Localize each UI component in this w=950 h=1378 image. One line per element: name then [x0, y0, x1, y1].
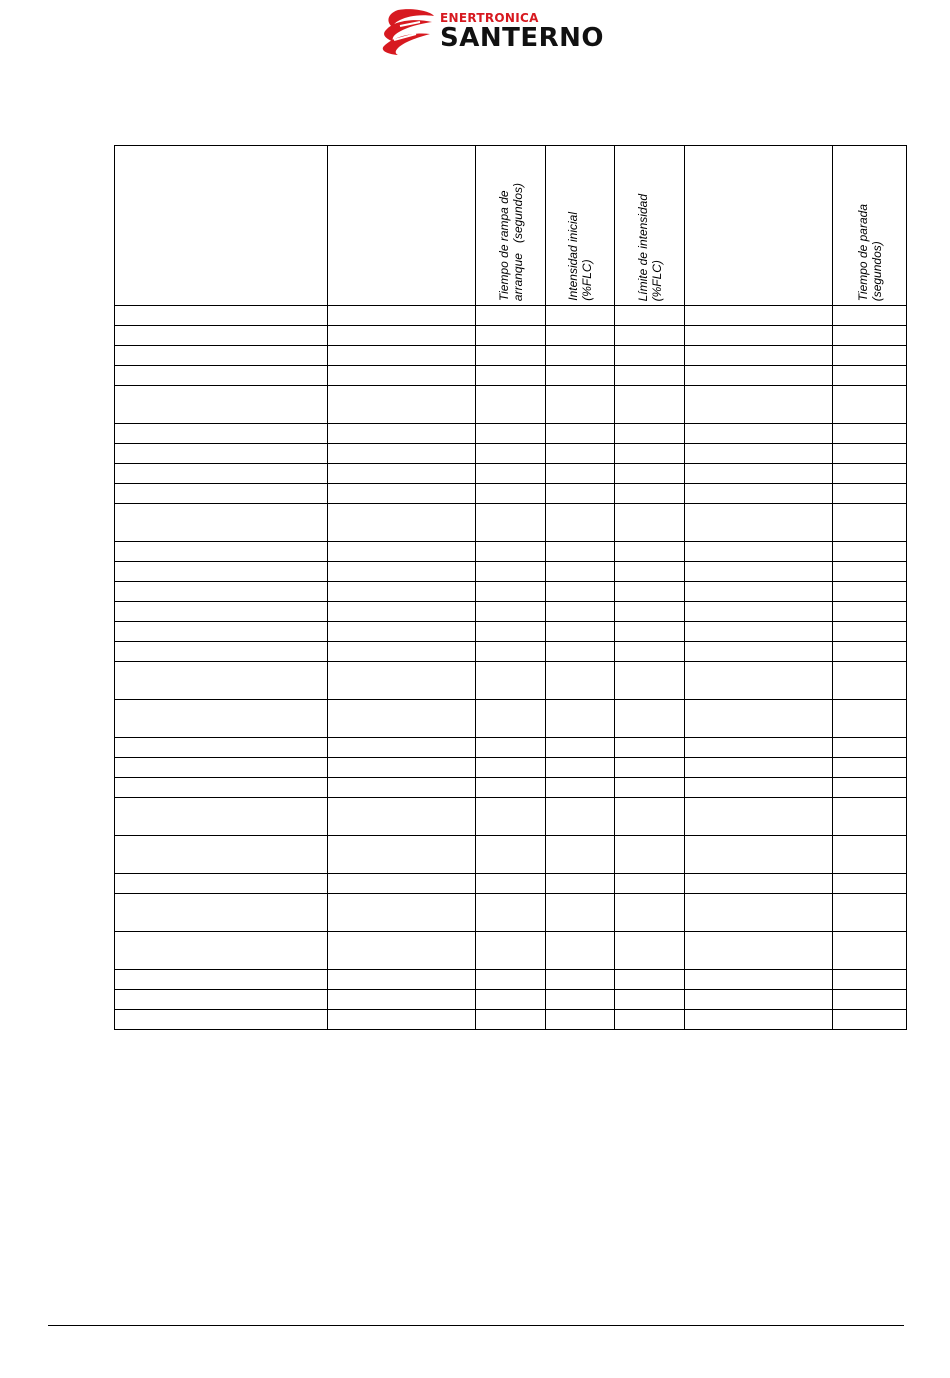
table-cell — [476, 700, 546, 738]
table-cell — [476, 386, 546, 424]
table-cell — [476, 306, 546, 326]
table-cell — [833, 602, 907, 622]
table-cell — [685, 424, 833, 444]
table-cell — [328, 1010, 476, 1030]
table-row — [115, 1010, 907, 1030]
table-cell — [115, 758, 328, 778]
table-cell — [546, 424, 615, 444]
table-cell — [833, 662, 907, 700]
table-cell — [476, 1010, 546, 1030]
table-cell — [833, 970, 907, 990]
table-cell — [685, 642, 833, 662]
table-cell — [476, 874, 546, 894]
table-cell — [615, 602, 685, 622]
table-cell — [546, 836, 615, 874]
table-row — [115, 622, 907, 642]
table-cell — [833, 778, 907, 798]
table-cell — [685, 602, 833, 622]
table-cell — [615, 542, 685, 562]
table-cell — [833, 758, 907, 778]
table-cell — [328, 542, 476, 562]
table-cell — [615, 758, 685, 778]
table-cell — [615, 504, 685, 542]
table-cell — [833, 484, 907, 504]
table-cell — [833, 798, 907, 836]
table-cell — [833, 738, 907, 758]
table-cell — [685, 542, 833, 562]
table-cell — [328, 346, 476, 366]
table-cell — [615, 970, 685, 990]
header-col-2 — [328, 146, 476, 306]
table-cell — [476, 346, 546, 366]
table-cell — [546, 602, 615, 622]
table-cell — [115, 642, 328, 662]
table-cell — [685, 504, 833, 542]
table-cell — [328, 874, 476, 894]
table-row — [115, 326, 907, 346]
table-cell — [546, 932, 615, 970]
table-cell — [546, 504, 615, 542]
table-cell — [328, 424, 476, 444]
table-cell — [546, 366, 615, 386]
table-cell — [685, 562, 833, 582]
table-cell — [115, 542, 328, 562]
table-cell — [546, 798, 615, 836]
table-row — [115, 582, 907, 602]
table-cell — [115, 662, 328, 700]
table-cell — [328, 932, 476, 970]
table-cell — [328, 970, 476, 990]
table-cell — [546, 542, 615, 562]
table-cell — [615, 622, 685, 642]
table-cell — [328, 504, 476, 542]
santerno-swoosh-icon — [380, 8, 438, 56]
table-row — [115, 836, 907, 874]
table-cell — [476, 798, 546, 836]
table-cell — [685, 932, 833, 970]
table-cell — [328, 386, 476, 424]
table-cell — [115, 386, 328, 424]
table-row — [115, 444, 907, 464]
table-cell — [685, 464, 833, 484]
table-cell — [615, 306, 685, 326]
table-cell — [685, 894, 833, 932]
table-cell — [615, 932, 685, 970]
table-cell — [685, 738, 833, 758]
table-cell — [328, 366, 476, 386]
table-cell — [476, 758, 546, 778]
table-cell — [476, 424, 546, 444]
table-cell — [685, 836, 833, 874]
header-start-ramp-time: Tiempo de rampa de arranque (segundos) — [476, 146, 546, 306]
table-cell — [328, 990, 476, 1010]
header-current-limit: Límite de intensidad (%FLC) — [615, 146, 685, 306]
table-cell — [833, 346, 907, 366]
table-cell — [685, 326, 833, 346]
table-cell — [328, 306, 476, 326]
table-cell — [546, 306, 615, 326]
table-cell — [833, 700, 907, 738]
table-cell — [476, 602, 546, 622]
table-cell — [328, 622, 476, 642]
table-cell — [833, 444, 907, 464]
table-cell — [615, 346, 685, 366]
table-row — [115, 602, 907, 622]
table-row — [115, 504, 907, 542]
table-row — [115, 464, 907, 484]
table-cell — [115, 738, 328, 758]
table-cell — [546, 778, 615, 798]
table-cell — [546, 346, 615, 366]
table-cell — [615, 562, 685, 582]
table-cell — [685, 778, 833, 798]
table-cell — [476, 778, 546, 798]
table-cell — [615, 326, 685, 346]
table-cell — [476, 542, 546, 562]
table-cell — [328, 798, 476, 836]
table-cell — [476, 366, 546, 386]
table-cell — [115, 582, 328, 602]
table-cell — [615, 662, 685, 700]
table-cell — [476, 622, 546, 642]
table-cell — [546, 662, 615, 700]
table-cell — [685, 990, 833, 1010]
table-row — [115, 874, 907, 894]
header-stop-time: Tiempo de parada (segundos) — [833, 146, 907, 306]
table-cell — [833, 894, 907, 932]
table-cell — [833, 562, 907, 582]
brand-line-1: ENERTRONICA — [440, 11, 539, 25]
table-cell — [115, 326, 328, 346]
table-cell — [476, 642, 546, 662]
table-cell — [685, 306, 833, 326]
table-cell — [615, 874, 685, 894]
table-cell — [115, 932, 328, 970]
table-row — [115, 484, 907, 504]
table-cell — [833, 424, 907, 444]
brand-line-2: SANTERNO — [440, 23, 604, 53]
table-cell — [476, 326, 546, 346]
table-cell — [833, 990, 907, 1010]
table-row — [115, 798, 907, 836]
table-row — [115, 386, 907, 424]
table-row — [115, 662, 907, 700]
table-cell — [833, 464, 907, 484]
table-cell — [546, 874, 615, 894]
table-cell — [476, 894, 546, 932]
table-cell — [833, 366, 907, 386]
table-cell — [476, 932, 546, 970]
table-cell — [328, 326, 476, 346]
table-body — [115, 306, 907, 1030]
table-cell — [833, 306, 907, 326]
table-row — [115, 346, 907, 366]
table-cell — [685, 700, 833, 738]
table-cell — [685, 366, 833, 386]
table-cell — [546, 758, 615, 778]
table-cell — [833, 932, 907, 970]
table-cell — [615, 366, 685, 386]
table-row — [115, 990, 907, 1010]
table-cell — [685, 622, 833, 642]
table-cell — [685, 758, 833, 778]
table-cell — [328, 602, 476, 622]
table-cell — [546, 894, 615, 932]
table-cell — [615, 836, 685, 874]
table-cell — [833, 642, 907, 662]
table-cell — [546, 326, 615, 346]
table-cell — [546, 582, 615, 602]
footer-divider — [48, 1325, 904, 1326]
table-cell — [833, 836, 907, 874]
header-col-6 — [685, 146, 833, 306]
table-cell — [328, 738, 476, 758]
table-cell — [685, 444, 833, 464]
table-cell — [328, 894, 476, 932]
table-cell — [833, 874, 907, 894]
table-cell — [546, 970, 615, 990]
table-cell — [476, 970, 546, 990]
table-cell — [833, 622, 907, 642]
table-cell — [476, 738, 546, 758]
table-cell — [115, 778, 328, 798]
table-cell — [328, 662, 476, 700]
header-initial-current: Intensidad inicial (%FLC) — [546, 146, 615, 306]
table-row — [115, 738, 907, 758]
table-cell — [476, 990, 546, 1010]
table-cell — [833, 582, 907, 602]
table-cell — [685, 970, 833, 990]
table-cell — [685, 1010, 833, 1030]
table-cell — [615, 798, 685, 836]
table-cell — [546, 386, 615, 424]
table-cell — [546, 464, 615, 484]
table-cell — [685, 386, 833, 424]
table-cell — [685, 346, 833, 366]
table-cell — [615, 1010, 685, 1030]
table-cell — [115, 346, 328, 366]
table-cell — [833, 542, 907, 562]
table-cell — [476, 662, 546, 700]
table-cell — [546, 444, 615, 464]
table-cell — [615, 386, 685, 424]
table-row — [115, 894, 907, 932]
table-cell — [546, 990, 615, 1010]
table-header-row — [115, 146, 907, 306]
table-cell — [615, 464, 685, 484]
table-cell — [115, 874, 328, 894]
table-cell — [615, 990, 685, 1010]
table-cell — [115, 424, 328, 444]
table-cell — [328, 836, 476, 874]
table-cell — [115, 484, 328, 504]
table-cell — [615, 444, 685, 464]
table-cell — [546, 1010, 615, 1030]
table-cell — [115, 504, 328, 542]
table-cell — [833, 1010, 907, 1030]
table-cell — [833, 326, 907, 346]
table-cell — [685, 582, 833, 602]
table-cell — [115, 306, 328, 326]
table-cell — [328, 444, 476, 464]
table-cell — [476, 562, 546, 582]
table-cell — [115, 622, 328, 642]
table-cell — [685, 874, 833, 894]
table-cell — [328, 484, 476, 504]
table-cell — [328, 464, 476, 484]
table-cell — [476, 504, 546, 542]
table-cell — [615, 582, 685, 602]
table-cell — [546, 622, 615, 642]
table-cell — [115, 562, 328, 582]
table-row — [115, 366, 907, 386]
table-cell — [685, 484, 833, 504]
table-cell — [115, 798, 328, 836]
table-row — [115, 700, 907, 738]
table-cell — [115, 894, 328, 932]
table-cell — [546, 484, 615, 504]
table-cell — [615, 738, 685, 758]
table-cell — [328, 778, 476, 798]
table-cell — [115, 366, 328, 386]
table-row — [115, 778, 907, 798]
table-cell — [115, 444, 328, 464]
table-cell — [615, 484, 685, 504]
parameters-table — [114, 145, 907, 1030]
table-cell — [546, 642, 615, 662]
table-cell — [546, 562, 615, 582]
table-cell — [115, 836, 328, 874]
table-cell — [476, 484, 546, 504]
header-col-1 — [115, 146, 328, 306]
santerno-logo — [380, 8, 636, 56]
table-cell — [615, 700, 685, 738]
table-cell — [546, 738, 615, 758]
table-cell — [328, 642, 476, 662]
table-cell — [615, 778, 685, 798]
table-cell — [833, 504, 907, 542]
table-cell — [615, 424, 685, 444]
table-row — [115, 306, 907, 326]
table-cell — [328, 700, 476, 738]
table-cell — [615, 642, 685, 662]
table-cell — [476, 464, 546, 484]
table-cell — [476, 444, 546, 464]
table-cell — [115, 1010, 328, 1030]
table-cell — [115, 990, 328, 1010]
table-cell — [615, 894, 685, 932]
table-cell — [328, 758, 476, 778]
table-cell — [115, 602, 328, 622]
table-cell — [115, 700, 328, 738]
table-row — [115, 758, 907, 778]
table-row — [115, 424, 907, 444]
table-cell — [328, 562, 476, 582]
table-cell — [115, 970, 328, 990]
table-cell — [476, 582, 546, 602]
table-row — [115, 642, 907, 662]
table-cell — [685, 798, 833, 836]
table-cell — [546, 700, 615, 738]
table-row — [115, 542, 907, 562]
table-cell — [685, 662, 833, 700]
table-row — [115, 970, 907, 990]
table-cell — [476, 836, 546, 874]
table-cell — [833, 386, 907, 424]
table-cell — [115, 464, 328, 484]
table-row — [115, 932, 907, 970]
table-cell — [328, 582, 476, 602]
table-row — [115, 562, 907, 582]
